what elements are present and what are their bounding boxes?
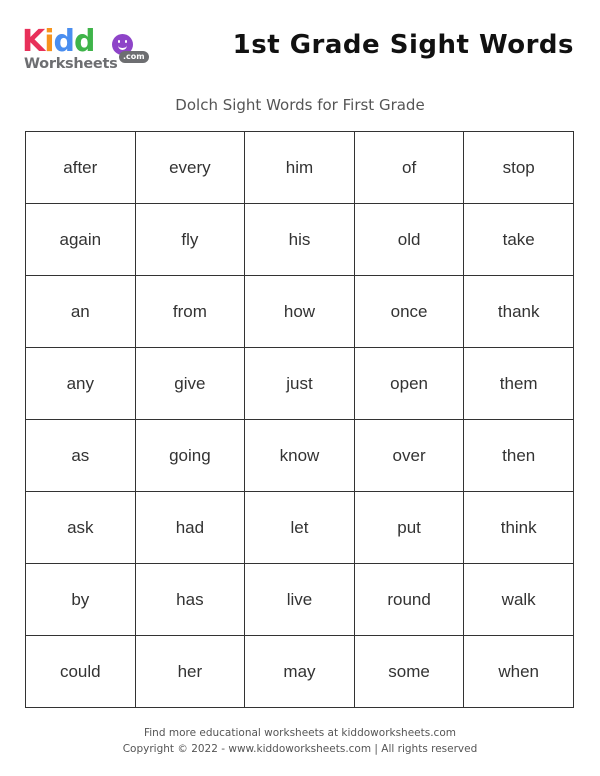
word-cell: open: [354, 348, 464, 420]
table-row: [26, 132, 574, 204]
word-cell: as: [26, 420, 136, 492]
word-cell: know: [245, 420, 355, 492]
word-cell: him: [245, 132, 355, 204]
footer-copyright: Copyright © 2022 - www.kiddoworksheets.com | All rights reserved: [122, 743, 478, 755]
word-cell: going: [135, 420, 245, 492]
word-cell: by: [26, 564, 136, 636]
word-cell: could: [26, 636, 136, 708]
worksheet-subtitle: Dolch Sight Words for First Grade: [175, 96, 425, 114]
word-cell: stop: [464, 132, 574, 204]
word-cell: give: [135, 348, 245, 420]
word-cell: thank: [464, 276, 574, 348]
word-cell: fly: [135, 204, 245, 276]
logo-com-badge: .com: [119, 51, 149, 63]
table-row: [26, 276, 574, 348]
word-cell: may: [245, 636, 355, 708]
logo-letter: d: [53, 24, 75, 59]
word-cell: ask: [26, 492, 136, 564]
word-cell: again: [26, 204, 136, 276]
logo-subtext: Worksheets: [24, 56, 118, 72]
logo-letter: K: [22, 24, 45, 59]
logo-letter: d: [74, 24, 95, 59]
word-cell: let: [245, 492, 355, 564]
word-cell: just: [245, 348, 355, 420]
word-cell: put: [354, 492, 464, 564]
word-cell: when: [464, 636, 574, 708]
word-cell: walk: [464, 564, 574, 636]
table-row: [26, 204, 574, 276]
word-cell: take: [464, 204, 574, 276]
word-cell: from: [135, 276, 245, 348]
table-row: [26, 564, 574, 636]
word-cell: has: [135, 564, 245, 636]
word-cell: her: [135, 636, 245, 708]
table-row: [26, 636, 574, 708]
word-cell: some: [354, 636, 464, 708]
word-cell: think: [464, 492, 574, 564]
logo-wordmark: [22, 24, 95, 59]
kiddo-worksheets-logo: [22, 24, 152, 75]
sight-words-table: [25, 131, 574, 708]
word-cell: over: [354, 420, 464, 492]
table-row: [26, 348, 574, 420]
word-cell: live: [245, 564, 355, 636]
word-cell: his: [245, 204, 355, 276]
footer-promo: Find more educational worksheets at kiddoworksheets.com: [143, 727, 456, 739]
word-cell: of: [354, 132, 464, 204]
table-row: [26, 420, 574, 492]
word-cell: an: [26, 276, 136, 348]
word-cell: how: [245, 276, 355, 348]
page-title: 1st Grade Sight Words: [232, 30, 574, 60]
word-cell: old: [354, 204, 464, 276]
word-cell: every: [135, 132, 245, 204]
word-cell: round: [354, 564, 464, 636]
word-cell: them: [464, 348, 574, 420]
word-cell: after: [26, 132, 136, 204]
word-cell: once: [354, 276, 464, 348]
word-cell: then: [464, 420, 574, 492]
word-cell: had: [135, 492, 245, 564]
word-cell: any: [26, 348, 136, 420]
logo-letter: i: [44, 24, 54, 59]
table-row: [26, 492, 574, 564]
